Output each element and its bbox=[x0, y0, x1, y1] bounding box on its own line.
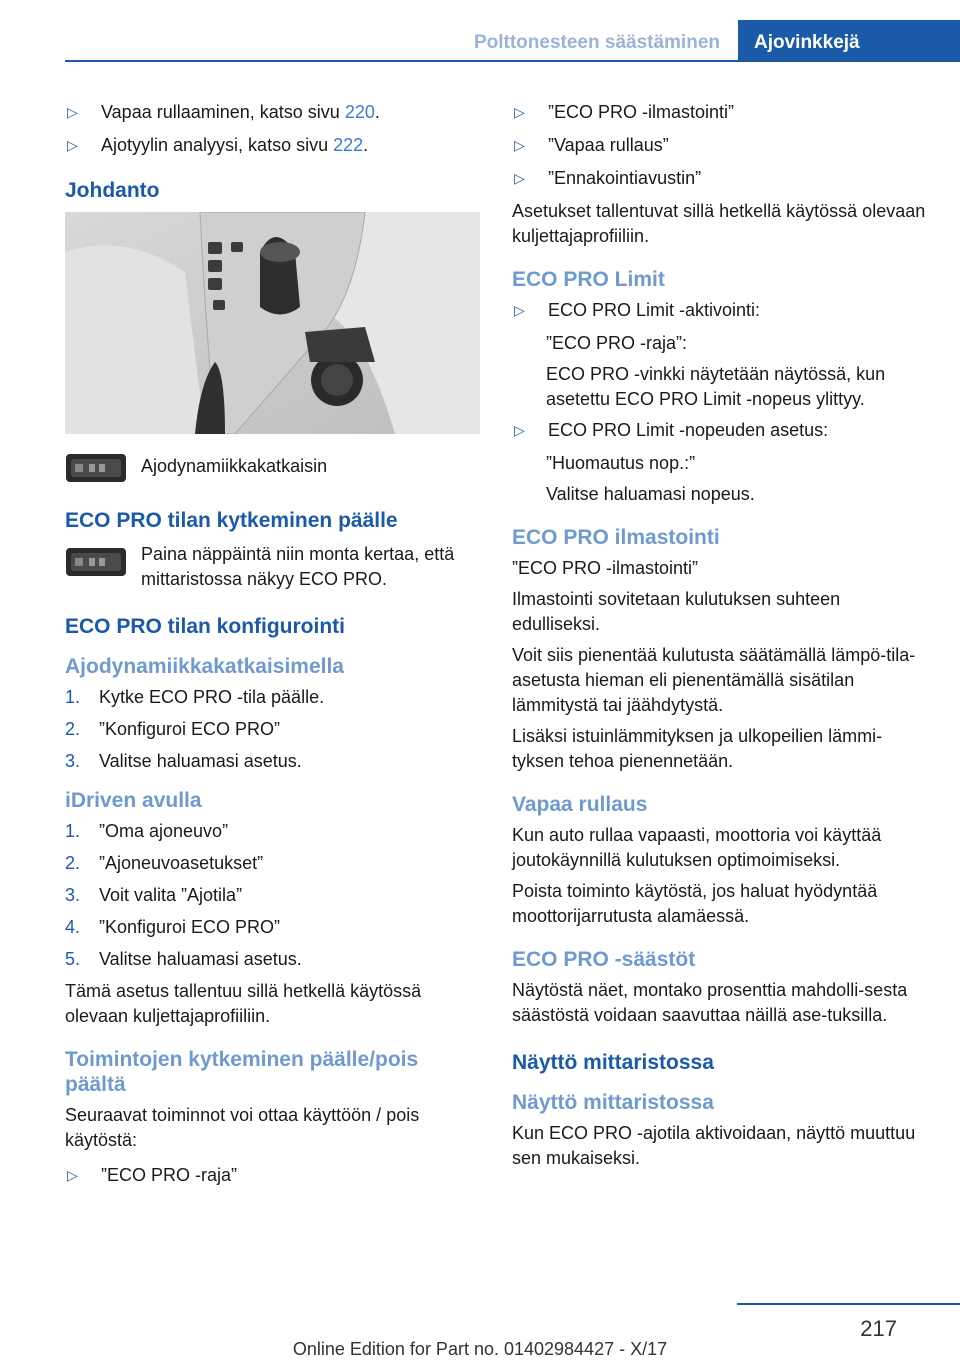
page-number: 217 bbox=[860, 1316, 897, 1341]
list-item: 5. Valitse haluamasi asetus. bbox=[65, 949, 302, 969]
page-link-222[interactable]: 222 bbox=[333, 135, 364, 155]
page-footer bbox=[0, 1303, 960, 1362]
triangle-bullet-icon: ▷ bbox=[514, 170, 525, 186]
list-item: ▷ Vapaa rullaaminen, katso sivu 220. bbox=[65, 100, 483, 125]
heading-coast: Vapaa rullaus bbox=[512, 793, 648, 816]
list-item: 4. ”Konfiguroi ECO PRO” bbox=[65, 917, 281, 937]
heading-switch: Ajodynamiikkakatkaisimella bbox=[65, 655, 344, 678]
toggle-text: Seuraavat toiminnot voi ottaa käyttöön / pois käytöstä: bbox=[65, 1105, 420, 1150]
list-item: ▷ ECO PRO Limit -nopeuden asetus: bbox=[512, 418, 927, 443]
left-column bbox=[65, 100, 483, 1196]
heading-eco-pro-on: ECO PRO tilan kytkeminen päälle bbox=[65, 509, 398, 532]
triangle-bullet-icon: ▷ bbox=[67, 137, 78, 153]
triangle-bullet-icon: ▷ bbox=[514, 137, 525, 153]
heading-savings: ECO PRO -säästöt bbox=[512, 948, 696, 971]
list-item: ▷ Ajotyylin analyysi, katso sivu 222. bbox=[65, 133, 483, 158]
heading-config: ECO PRO tilan konfigurointi bbox=[65, 615, 345, 638]
eco-on-text: Paina näppäintä niin monta kertaa, että mittaristossa näkyy ECO PRO. bbox=[141, 544, 455, 589]
footer-rule bbox=[737, 1303, 960, 1305]
list-item: ▷ ”ECO PRO -ilmastointi” bbox=[512, 100, 927, 125]
list-item: 1. ”Oma ajoneuvo” bbox=[65, 821, 229, 841]
header-section-title: Polttonesteen säästäminen bbox=[473, 32, 720, 53]
heading-display-sub: Näyttö mittaristossa bbox=[512, 1091, 714, 1114]
saved-note: Asetukset tallentuvat sillä hetkellä käytössä olevaan kuljettajaprofiiliin. bbox=[512, 201, 926, 246]
list-item: ▷ ”Ennakointiavustin” bbox=[512, 166, 927, 191]
eco-on-row bbox=[65, 542, 483, 592]
header-chapter-tab: Ajovinkkejä bbox=[738, 20, 960, 62]
triangle-bullet-icon: ▷ bbox=[514, 104, 525, 120]
list-item: 3. Valitse haluamasi asetus. bbox=[65, 751, 302, 771]
list-item: 3. Voit valita ”Ajotila” bbox=[65, 885, 243, 905]
switch-caption-row bbox=[65, 448, 483, 484]
switch-caption: Ajodynamiikkakatkaisin bbox=[141, 456, 328, 476]
center-console-photo bbox=[65, 212, 480, 434]
list-item: ▷ ECO PRO Limit -aktivointi: bbox=[512, 298, 927, 323]
driving-dynamics-switch-icon bbox=[65, 546, 127, 578]
right-column: ▷ ”ECO PRO -ilmastointi” ▷ ”Vapaa rullaus” ▷ ”Ennakointiavustin” Asetukset tallentuvat sillä hetkellä käytössä olevaan kuljettajaprofiiliin. ECO PRO Limit ▷ ECO PRO Limit -aktivointi: ”ECO PRO -raja”: ECO PRO -vinkki näytetään näytössä, kun asetettu ECO PRO Limit -nopeus ylittyy. ▷ ECO PRO Limit -nopeuden asetus: ”Huomautus nop.:” Valitse haluamasi nopeus. ECO PRO ilmastointi ”ECO PRO -ilmastointi” Ilmastointi sovitetaan kulutuksen suhteen edulliseksi. Voit siis pienentää kulutusta säätämällä lämpö-tila-asetusta hieman eli pienentämällä sisätilan lämmitystä tai jäähdytystä. Lisäksi istuinlämmityksen ja ulkopeilien lämmi-tyksen tehoa pienennetään. Vapaa rullaus Kun auto rullaa vapaasti, moottoria voi käyttää joutokäynnillä kulutuksen optimoimiseksi. Poista toiminto käytöstä, jos haluat hyödyntää moottorijarrutusta alamäessä. ECO PRO -säästöt Näytöstä näet, montako prosenttia mahdolli-sesta säästöstä voidaan saavuttaa näillä ase-tuksilla. Näyttö mittaristossa Näyttö mittaristossa Kun ECO PRO -ajotila aktivoidaan, näyttö muuttuu sen mukaiseksi. bbox=[512, 102, 926, 1168]
driving-dynamics-switch-icon bbox=[65, 452, 127, 484]
list-item: ▷ ”ECO PRO -raja” bbox=[65, 1163, 483, 1188]
heading-toggle: Toimintojen kytkeminen päälle/pois päältä bbox=[65, 1048, 419, 1096]
triangle-bullet-icon: ▷ bbox=[67, 1167, 78, 1183]
list-item: 2. ”Konfiguroi ECO PRO” bbox=[65, 719, 281, 739]
triangle-bullet-icon: ▷ bbox=[514, 422, 525, 438]
triangle-bullet-icon: ▷ bbox=[514, 302, 525, 318]
idrive-note: Tämä asetus tallentuu sillä hetkellä käytössä olevaan kuljettajaprofiiliin. bbox=[65, 981, 422, 1026]
heading-idrive: iDriven avulla bbox=[65, 789, 202, 812]
heading-limit: ECO PRO Limit bbox=[512, 268, 665, 291]
page-header bbox=[65, 20, 960, 62]
edition-note: Online Edition for Part no. 01402984427 - X/17 bbox=[292, 1339, 668, 1359]
list-item: 2. ”Ajoneuvoasetukset” bbox=[65, 853, 264, 873]
list-item: ▷ ”Vapaa rullaus” bbox=[512, 133, 927, 158]
heading-climate: ECO PRO ilmastointi bbox=[512, 526, 720, 549]
page-link-220[interactable]: 220 bbox=[344, 102, 375, 122]
header-rule bbox=[65, 60, 960, 62]
heading-johdanto: Johdanto bbox=[65, 179, 160, 202]
triangle-bullet-icon: ▷ bbox=[67, 104, 78, 120]
heading-display: Näyttö mittaristossa bbox=[512, 1051, 714, 1074]
list-item: 1. Kytke ECO PRO -tila päälle. bbox=[65, 687, 325, 707]
